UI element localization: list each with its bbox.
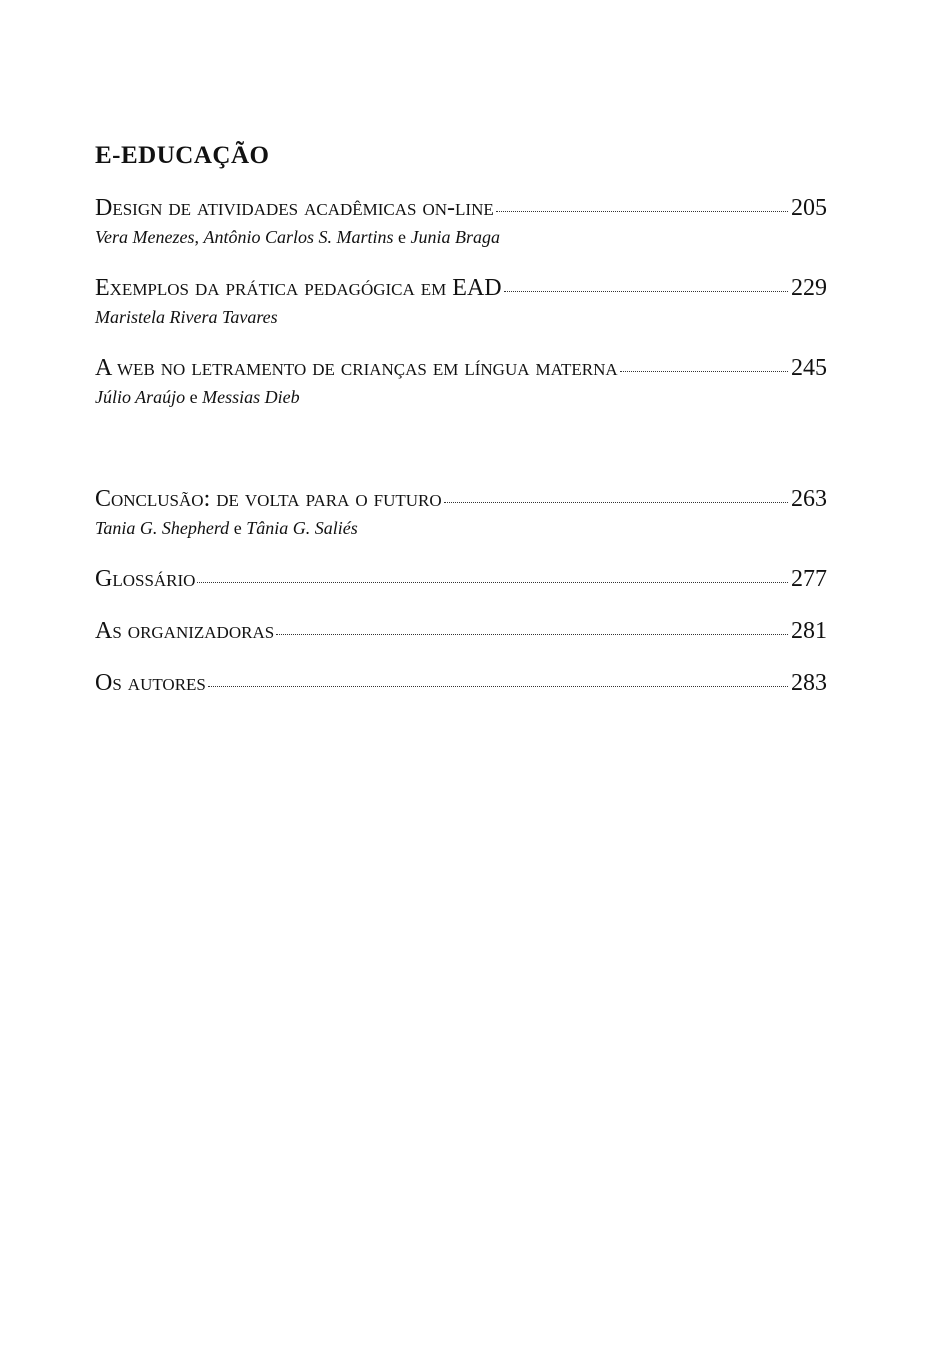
author-name: Messias Dieb [202,387,300,407]
author-conjunction: e [393,227,411,247]
toc-entry-line [95,353,827,383]
toc-entry-line [95,273,827,303]
dot-leader [620,371,788,372]
toc-entry[interactable] [95,193,827,249]
dot-leader [444,502,788,503]
toc-entry-line [95,564,827,594]
toc-page-number: 263 [791,486,827,512]
toc-page-number: 283 [791,670,827,696]
toc-entry-authors [95,305,827,329]
toc-entry[interactable] [95,564,827,594]
author-name: Antônio Carlos S. Martins [203,227,394,247]
author-name: Junia Braga [410,227,500,247]
toc-entry[interactable] [95,616,827,646]
toc-entry[interactable] [95,273,827,329]
toc-entry-title[interactable]: As organizadoras [95,618,275,644]
author-name: Júlio Araújo [95,387,186,407]
toc-entry-title[interactable]: Design de atividades acadêmicas on-line [95,195,494,221]
toc-entry[interactable] [95,484,827,540]
toc-entry[interactable] [95,668,827,698]
dot-leader [496,211,788,212]
author-conjunction: e [229,518,247,538]
dot-leader [197,582,788,583]
toc-entry-title[interactable]: A web no letramento de crianças em língua materna [95,355,618,381]
toc-entry-line [95,616,827,646]
dot-leader [504,291,788,292]
toc-entry-authors [95,385,827,409]
toc-entry[interactable] [95,353,827,409]
toc-entry-authors [95,516,827,540]
author-name: Tânia G. Saliés [246,518,358,538]
toc-page-number: 281 [791,618,827,644]
section-title: E-EDUCAÇÃO [95,142,270,169]
toc-entry-line [95,668,827,698]
author-name: Vera Menezes [95,227,195,247]
toc-entry-line [95,193,827,223]
toc-page-number: 205 [791,195,827,221]
author-name: Tania G. Shepherd [95,518,230,538]
toc-entry-authors [95,225,827,249]
dot-leader [276,634,788,635]
author-conjunction: e [185,387,203,407]
toc-entry-title[interactable]: Exemplos da prática pedagógica em EAD [95,275,502,301]
toc-page-number: 277 [791,566,827,592]
toc-entry-title[interactable]: Os autores [95,670,206,696]
toc-entry-line [95,484,827,514]
dot-leader [208,686,788,687]
toc-entry-title[interactable]: Conclusão: de volta para o futuro [95,486,442,512]
toc-page-number: 229 [791,275,827,301]
toc-page-number: 245 [791,355,827,381]
author-separator: , [194,227,204,247]
toc-entry-title[interactable]: Glossário [95,566,196,592]
author-name: Maristela Rivera Tavares [95,307,278,327]
